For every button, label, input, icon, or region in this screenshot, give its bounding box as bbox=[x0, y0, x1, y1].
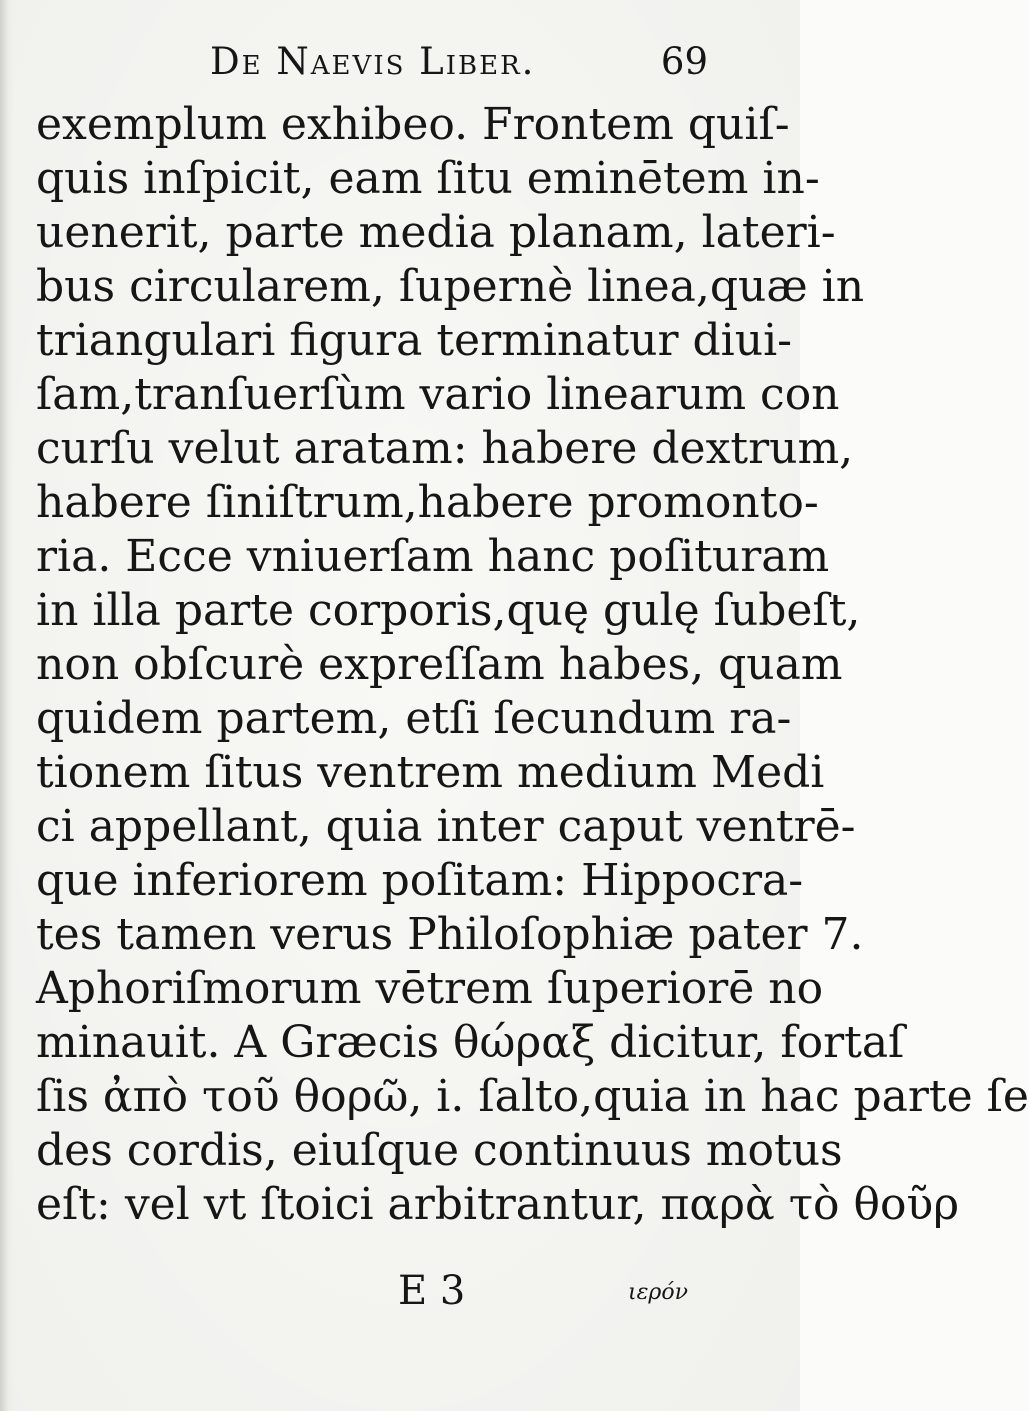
text-line: quis inſpicit, eam ſitu eminētem in- bbox=[36, 153, 820, 204]
text-line: triangulari figura terminatur diui- bbox=[36, 315, 793, 366]
page-number: 69 bbox=[660, 40, 708, 83]
text-line: que inferiorem poſitam: Hippocra- bbox=[36, 855, 804, 906]
text-line: exemplum exhibeo. Frontem quiſ- bbox=[36, 99, 790, 150]
text-line: ci appellant, quia inter caput ventrē- bbox=[36, 801, 856, 852]
running-head: De Naevis Liber. bbox=[210, 40, 536, 83]
text-line: in illa parte corporis,quę gulę ſubeſt, bbox=[36, 585, 861, 636]
text-line: non obſcurè expreſſam habes, quam bbox=[36, 639, 843, 690]
page-footer bbox=[0, 1268, 800, 1338]
text-line: curſu velut aratam: habere dextrum, bbox=[36, 423, 854, 474]
text-line: Aphoriſmorum vētrem ſuperiorē no bbox=[36, 963, 824, 1014]
text-line: tionem ſitus ventrem medium Medi bbox=[36, 747, 825, 798]
signature-mark: E 3 bbox=[398, 1268, 466, 1314]
text-line: minauit. A Græcis θώραξ dicitur, fortaſ bbox=[36, 1017, 905, 1068]
page-gutter-shadow bbox=[0, 0, 14, 1411]
body-text bbox=[36, 98, 1029, 1232]
text-line: uenerit, parte media planam, lateri- bbox=[36, 207, 836, 258]
text-line: des cordis, eiuſque continuus motus bbox=[36, 1125, 843, 1176]
text-line: bus circularem, ſupernè linea,quæ in bbox=[36, 261, 865, 312]
catchword: ιερόν bbox=[628, 1280, 688, 1305]
text-line: ria. Ecce vniuerſam hanc poſituram bbox=[36, 531, 830, 582]
text-line: quidem partem, etſi ſecundum ra- bbox=[36, 693, 792, 744]
text-line: ſam,tranſuerſùm vario linearum con bbox=[36, 369, 840, 420]
text-line: tes tamen verus Philoſophiæ pater 7. bbox=[36, 909, 864, 960]
text-line: habere ſiniſtrum,habere promonto- bbox=[36, 477, 819, 528]
page-header bbox=[210, 40, 708, 106]
text-line: eſt: vel vt ſtoici arbitrantur, παρὰ τὸ θοῦρ bbox=[36, 1179, 960, 1230]
text-line: ſis ἀπὸ τοῦ θορῶ, i. ſalto,quia in hac parte ſe bbox=[36, 1071, 1029, 1122]
